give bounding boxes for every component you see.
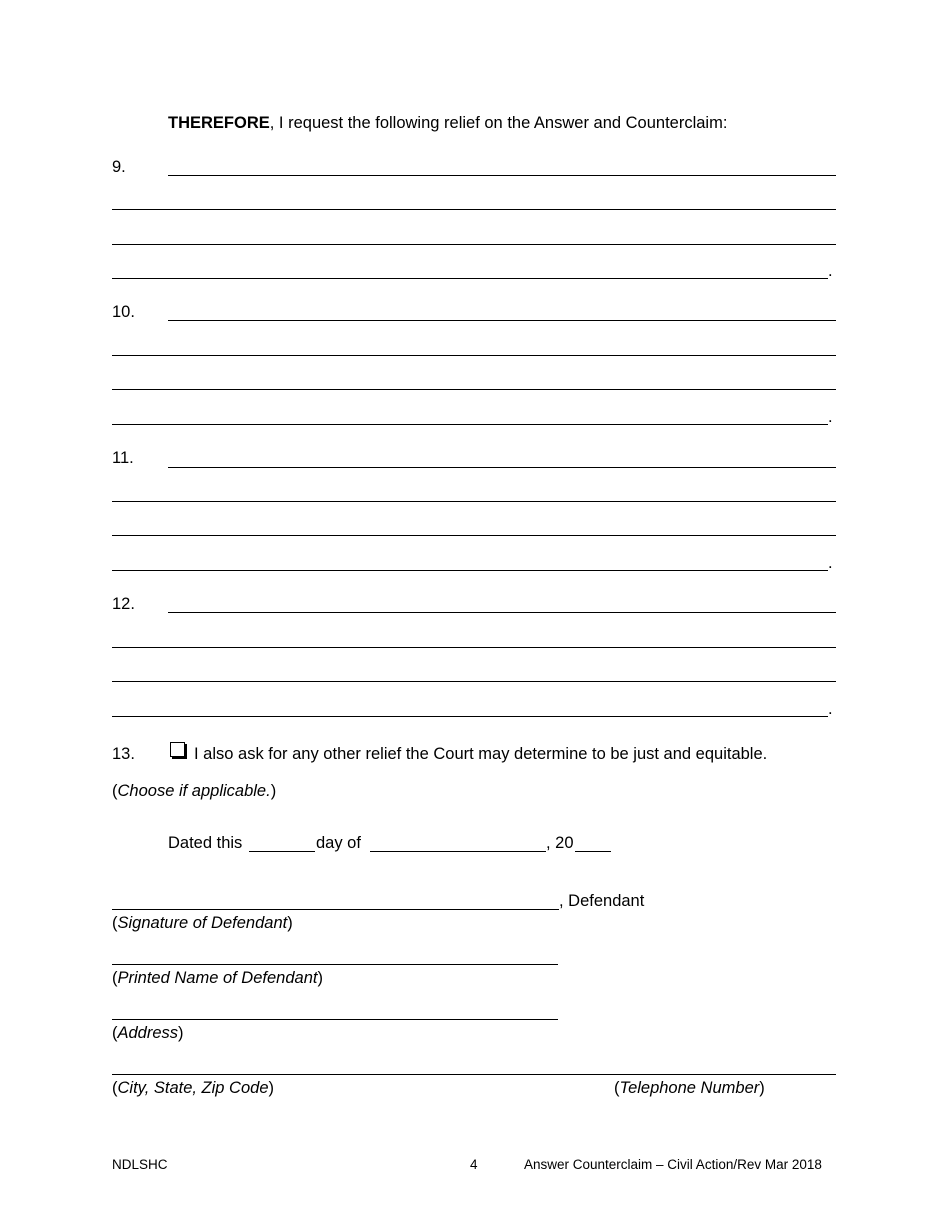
period: .: [828, 700, 833, 718]
item-number: 10.: [112, 303, 135, 321]
choose-note: (Choose if applicable.): [112, 782, 277, 800]
item-number: 13.: [112, 745, 135, 763]
printed-name-label: (Printed Name of Defendant): [112, 969, 323, 987]
city-label: (City, State, Zip Code): [112, 1079, 275, 1097]
item-9-line-4[interactable]: [112, 278, 828, 279]
item-10-line-4[interactable]: [112, 424, 828, 425]
address-line[interactable]: [112, 1019, 558, 1020]
item-11-line-1[interactable]: [168, 467, 836, 468]
other-relief-text: I also ask for any other relief the Court may determine to be just and equitable.: [194, 745, 768, 763]
day-blank[interactable]: [249, 851, 315, 852]
item-10-line-1[interactable]: [168, 320, 836, 321]
phone-label: (Telephone Number): [614, 1079, 765, 1097]
intro-lead: THEREFORE: [168, 114, 270, 132]
signature-line[interactable]: [112, 909, 559, 910]
item-number: 11.: [112, 449, 134, 467]
intro-paragraph: [168, 113, 727, 133]
item-12-line-3[interactable]: [112, 681, 836, 682]
item-12-line-1[interactable]: [168, 612, 836, 613]
item-10-line-2[interactable]: [112, 355, 836, 356]
item-11-line-3[interactable]: [112, 535, 836, 536]
period: .: [828, 554, 833, 572]
dated-part-1: Dated this: [168, 834, 243, 852]
page-number: 4: [470, 1157, 478, 1172]
period: .: [828, 408, 833, 426]
item-number: 9.: [112, 158, 126, 176]
footer-left: NDLSHC: [112, 1157, 168, 1172]
dated-part-2: day of: [316, 834, 361, 852]
intro-text: , I request the following relief on the Answer and Counterclaim:: [269, 114, 728, 132]
address-label: (Address): [112, 1024, 184, 1042]
footer-right: Answer Counterclaim – Civil Action/Rev Mar 2018: [524, 1157, 822, 1172]
item-9-line-2[interactable]: [112, 209, 836, 210]
signature-label: (Signature of Defendant): [112, 914, 293, 932]
item-11-line-2[interactable]: [112, 501, 836, 502]
item-9-line-3[interactable]: [112, 244, 836, 245]
dated-part-3: , 20: [546, 834, 574, 852]
period: .: [828, 262, 833, 280]
item-12-line-2[interactable]: [112, 647, 836, 648]
city-phone-line[interactable]: [112, 1074, 836, 1075]
printed-name-line[interactable]: [112, 964, 558, 965]
item-9-line-1[interactable]: [168, 175, 836, 176]
defendant-suffix: , Defendant: [559, 892, 645, 910]
item-11-line-4[interactable]: [112, 570, 828, 571]
item-10-line-3[interactable]: [112, 389, 836, 390]
year-blank[interactable]: [575, 851, 611, 852]
month-blank[interactable]: [370, 851, 546, 852]
item-number: 12.: [112, 595, 135, 613]
item-12-line-4[interactable]: [112, 716, 828, 717]
other-relief-checkbox[interactable]: [170, 742, 185, 757]
